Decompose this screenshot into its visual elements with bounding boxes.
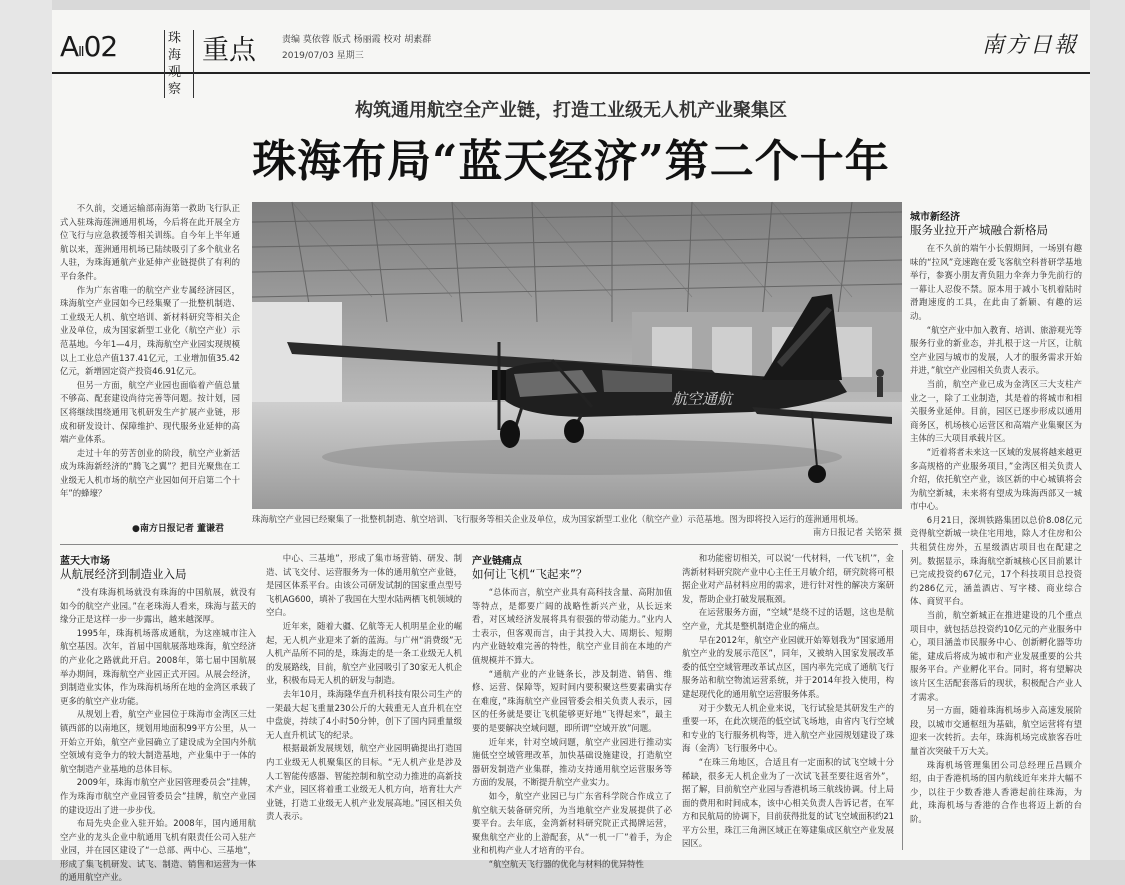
section-rule: [60, 544, 898, 545]
paragraph: 近年来，随着大疆、亿航等无人机明星企业的崛起，无人机产业迎来了新的蓝海。与广州“消费级”无人机产品所不同的是，珠海走的是一条工业级无人机的发展路线，目前，航空产业园吸引了30家无人机企业，积极布局无人机的研发与制造。: [266, 620, 462, 686]
bottom-mid-column: [266, 552, 462, 852]
paragraph: “航空航天飞行器的优化与材料的优异特性: [488, 858, 644, 869]
intro-paragraph: 不久前，交通运输部南海第一救助飞行队正式入驻珠海莲洲通用机场，今后将在此开展全方位飞行与应急救援等相关训练。自今年上半年通航以来，莲洲通用机场已陆续吸引了多个航业名人驻，为珠海通航产业延伸产业链提供了有利的平台条件。: [60, 203, 240, 281]
paragraph: 在不久前的端午小长假期间，一场别有趣味的“拉风”竞速跑在爱飞客航空科普研学基地举行，参赛小朋友背负阻力伞奔力争先前行的一幕让人忍俊不禁。原本用于减小飞机着陆时滑跑速度的工具，在此由了新颖、有趣的运动。: [910, 243, 1082, 321]
bottom-far-column: [682, 552, 894, 852]
aircraft-livery-text: 航空通航: [672, 390, 733, 408]
intro-column: [60, 202, 240, 514]
paragraph: 近年来，针对空域问题，航空产业园进行推动实施低空空域管理改革，加快基础设施建设，打造航空器研发制造产业集群，推动支持通用航空运营服务等方面的发展，不断提升航空产业实力。: [472, 736, 672, 788]
paragraph: 和功能密切相关，可以说‘一代材料，一代飞机’”，金湾新材料研究院产业中心主任王月敏介绍，研究院将可根据企业对产品材料应用的需求，进行针对性的解决方案研发，帮助企业打破发展瓶颈。: [682, 553, 894, 604]
paragraph: 布局先央企业入驻开始。2008年，国内通用航空产业的龙头企业中航通用飞机有限责任公司入驻产业园，并在园区建设了“一总部、两中心、三基地”，形成了集飞机研发、试飞、制造、销售和运营为一体的通用航空产业。: [60, 818, 256, 883]
issue-date: 2019/07/03 星期三: [282, 51, 364, 61]
section-label-big: 重点: [202, 35, 256, 66]
bottom-right-section-title: 如何让飞机“飞起来”？: [472, 567, 588, 581]
photo-credit: 南方日报记者 关铭荣 摄: [812, 527, 902, 537]
paragraph: 早在2012年，航空产业园就开始筹划我为“国家通用航空产业的发展示范区”，同年，又被纳入国家发展改革委的低空空域管理改革试点区，国内率先完成了通航飞行服务站和航空物流运营系统，并于2014年投入使用，构建起现代化的通用航空运营服务体系。: [682, 634, 894, 699]
newspaper-logo: 南方日報: [981, 33, 1078, 58]
photo-caption: [252, 513, 902, 539]
paragraph: “总体而言，航空产业具有高科技含量、高附加值等特点，是都要广阔的战略性新兴产业，从长远来看，对区域经济发展将具有很强的带动能力。”业内人士表示，但客观而言，由于其投入大、周期长、短期内产业链较难完善的特性，航空产业目前在本地的产值规模并不算大。: [472, 587, 672, 665]
paragraph: 对于少数无人机企业来说，飞行试验是其研发生产的重要一环，在此次规范的低空试飞场地，由省内飞行空域和专业的飞行服务机构等，进入航空产业园规划建设了珠海（金湾）飞行服务中心。: [682, 702, 894, 754]
aircraft-illustration: [252, 202, 902, 509]
bottom-right-section-label: 产业链痛点: [472, 556, 522, 567]
bottom-left-section-label: 蓝天大市场: [60, 556, 110, 567]
article-subheadline: 构筑通用航空全产业链，打造工业级无人机产业聚集区: [355, 100, 787, 121]
paragraph: 当前，航空新城正在推进建设的几个重点项目中，就包括总投资约10亿元的产业服务中心，项目涵盖市民服务中心、创新孵化器等功能，建成后将成为城市和产业发展重要的公共服务平台。产业孵化平台。同时，将有望解决该片区生活配套落后的现状，积极配合产业人才需求。: [910, 610, 1082, 702]
right-section-title: 服务业拉开产城融合新格局: [910, 223, 1048, 237]
paragraph: 中心、三基地”，形成了集市场营销、研发、制造、试飞交付、运营服务为一体的通用航空产业链，是园区体系平台。由该公司研发试制的国家重点型号飞机AG600，填补了我国在大型水陆两栖飞机领域的空白。: [266, 553, 462, 618]
article-headline: 珠海布局“蓝天经济”第二个十年: [252, 136, 890, 187]
paragraph: “在珠三角地区，合适且有一定面积的试飞空域十分稀缺，很多无人机企业为了一次试飞甚至要往返省外”，据了解，目前航空产业园与香港机场三航线协调。付上局面的费用和时间成本，该中心相关负责人告诉记者，在军方和民航局的协调下，目前获得批复的试飞空域面积约21平方公里，珠江三角洲区域正在筹建集成区航空产业发展园区。: [682, 756, 894, 849]
section-label-small: 珠海 观察: [164, 30, 194, 98]
paragraph: “没有珠海机场就没有珠海的中国航展，就没有如今的航空产业园。”在老珠海人看来，珠海与蓝天的缘分正是这样一步一步露出，越来越深厚。: [60, 587, 256, 625]
newspaper-page: [52, 10, 1090, 883]
right-section-label: 城市新经济: [910, 212, 960, 223]
intro-paragraph: 作为广东省唯一的航空产业专属经济园区，珠海航空产业园如今已经集聚了一批整机制造、工业级无人机、航空培训、新材料研究等相关企业及单位，成为国家新型工业化（航空产业）示范基地。今年1—4月，珠海航空产业园实现规模以上工业总产值137.41亿元，工业增加值35.42亿元，新增固定资产投资46.91亿元。: [60, 284, 240, 377]
intro-paragraph: 但另一方面，航空产业园也面临着产值总量不够高、配套建设尚待完善等问题。按计划，园区将继续围绕通用飞机研发生产扩展产业链，形成和研发设计、保障维护、现代服务业延伸的高端产业体系。: [60, 379, 240, 445]
right-column-text: [910, 242, 1082, 854]
article-byline: ●南方日报记者 董谦君: [132, 524, 224, 534]
paragraph: “近着将者未来这一区域的发展将越来越更多高规格的产业服务项目，”金湾区相关负责人介绍，依托航空产业，该区新的中心城镇将会为航空新城，未来将有望成为珠海西部又一城市中心。: [910, 446, 1082, 512]
paragraph: 1995年，珠海机场落成通航，为这座城市注入航空基因。次年，首届中国航展落地珠海，航空经济的产业化之路就此开启。2008年，第七届中国航展举办期间，珠海航空产业园正式开园。从展会经济，到制造业实体，作为珠海机场所在地的金湾区承载了更多的航空产业功能。: [60, 627, 256, 706]
page-shadow-left: [0, 0, 52, 860]
hangar-aircraft-photo: [252, 202, 902, 509]
masthead: [52, 10, 1090, 97]
bottom-left-column: [60, 586, 256, 883]
paragraph: 2009年，珠海市航空产业园管理委员会”挂牌，作为珠海市航空产业园管委员会”挂牌，航空产业园的建设迈出了进一步步伐。: [60, 777, 256, 815]
paragraph: 去年10月，珠海隆华直升机科技有限公司生产的一架最大起飞重量230公斤的大载重无人直升机在空中盘旋，持续了4小时50分钟，创下了国内同重量级无人直升机试飞的纪录。: [266, 688, 462, 740]
paragraph: 如今，航空产业园已与广东省科学院合作成立了航空航天装备研究所，为当地航空产业发展提供了必要平台。去年底，金湾新材料研究院正式揭牌运营，聚焦航空产业的上游配套，从“一机一厂”着手，为企业和机构产业人才培育的平台。: [472, 790, 672, 856]
column-rule: [902, 550, 903, 850]
paragraph: 珠海机场管理集团公司总经理丘昌顾介绍，由于香港机场的国内航线近年来并大幅不少，以往于少数香港人香港起前往珠海，为此，珠海机场与香港的合作也将迈上新的台阶。: [910, 759, 1082, 824]
page-shadow-right: [1090, 0, 1125, 860]
paragraph: 6月21日，深圳铁路集团以总价8.08亿元竞得航空新城一块住宅用地，除人才住房和公共租赁住房外，五星级酒店项目也在配建之列。数据显示，珠海航空新城核心区目前累计已完成投资约67亿元，17个科技项目总投资约286亿元，涵盖酒店、写字楼、商业综合体、商贸平台。: [910, 514, 1082, 607]
photo-caption-text: 珠海航空产业园已经聚集了一批整机制造、航空培训、飞行服务等相关企业及单位，成为国家新型工业化（航空产业）示范基地。图为即将投入运行的莲洲通用机场。: [252, 514, 864, 524]
page-number: AⅡ02: [60, 30, 118, 63]
editor-credits: 责编 莫依蓉 版式 杨丽霞 校对 胡素群: [282, 35, 432, 45]
paragraph: 在运营服务方面，“空域”是绕不过的话题，这也是航空产业，尤其是整机制造企业的痛点。: [682, 607, 894, 631]
paragraph: 从规划上看，航空产业园位于珠海市金湾区三灶镇西部的以南地区，规划用地面积99平方公里，从一开始立开始，航空产业园确立了建设成为全国内外航空领域有竞争力的较大制造基地，产业集中于一体的航空制造产业基地的总体目标。: [60, 709, 256, 774]
paragraph: “航空产业中加入教育、培训、旅游观光等服务行业的新业态，并扎根于这一片区，让航空产业园与城市的发展，人才的服务需求开始并进，”航空产业园相关负责人表示。: [910, 324, 1082, 376]
paragraph: 根据最新发展规划，航空产业园明确提出打造国内工业级无人机聚集区的目标。“无人机产业是涉及人工智能传感器、智能控制和航空动力推进的高新技术产业，园区将着重工业级无人机方向，培育壮大产业链，打造工业级无人机产业发展高地。”园区相关负责人表示。: [266, 743, 462, 822]
paragraph: “通航产业的产业链条长，涉及制造、销售、维修、运营、保障等，短时间内要积聚这些要素确实存在难度，”珠海航空产业园管委会相关负责人表示，园区的任务就是要让飞机能够更好地“飞得起来”，最主要的是要解决空域问题，即所谓“空域开放”问题。: [472, 668, 672, 733]
paragraph: 另一方面，随着珠海机场步入高速发展阶段，以城市交通枢纽为基础，航空运营将有望迎来一次转折。去年，珠海机场完成旅客吞吐量首次突破千万大关。: [910, 705, 1082, 756]
bottom-left-section-title: 从航展经济到制造业入局: [60, 567, 187, 581]
intro-paragraph: 走过十年的劳苦创业的阶段，航空产业新活成为珠海新经济的“腾飞之翼”？把目光聚焦在工业级无人机市场的航空产业园如何开启第二个十年”的蜂壕？: [60, 447, 240, 499]
paragraph: 当前，航空产业已成为金湾区三大支柱产业之一，除了工业制造，其是着的将城市和相关服务业延伸。目前，园区已逐步形成以通用商务区，机场核心运营区和高端产业集聚区为主体的三大项目承载片区。: [910, 378, 1082, 444]
bottom-right-column: [472, 586, 672, 869]
